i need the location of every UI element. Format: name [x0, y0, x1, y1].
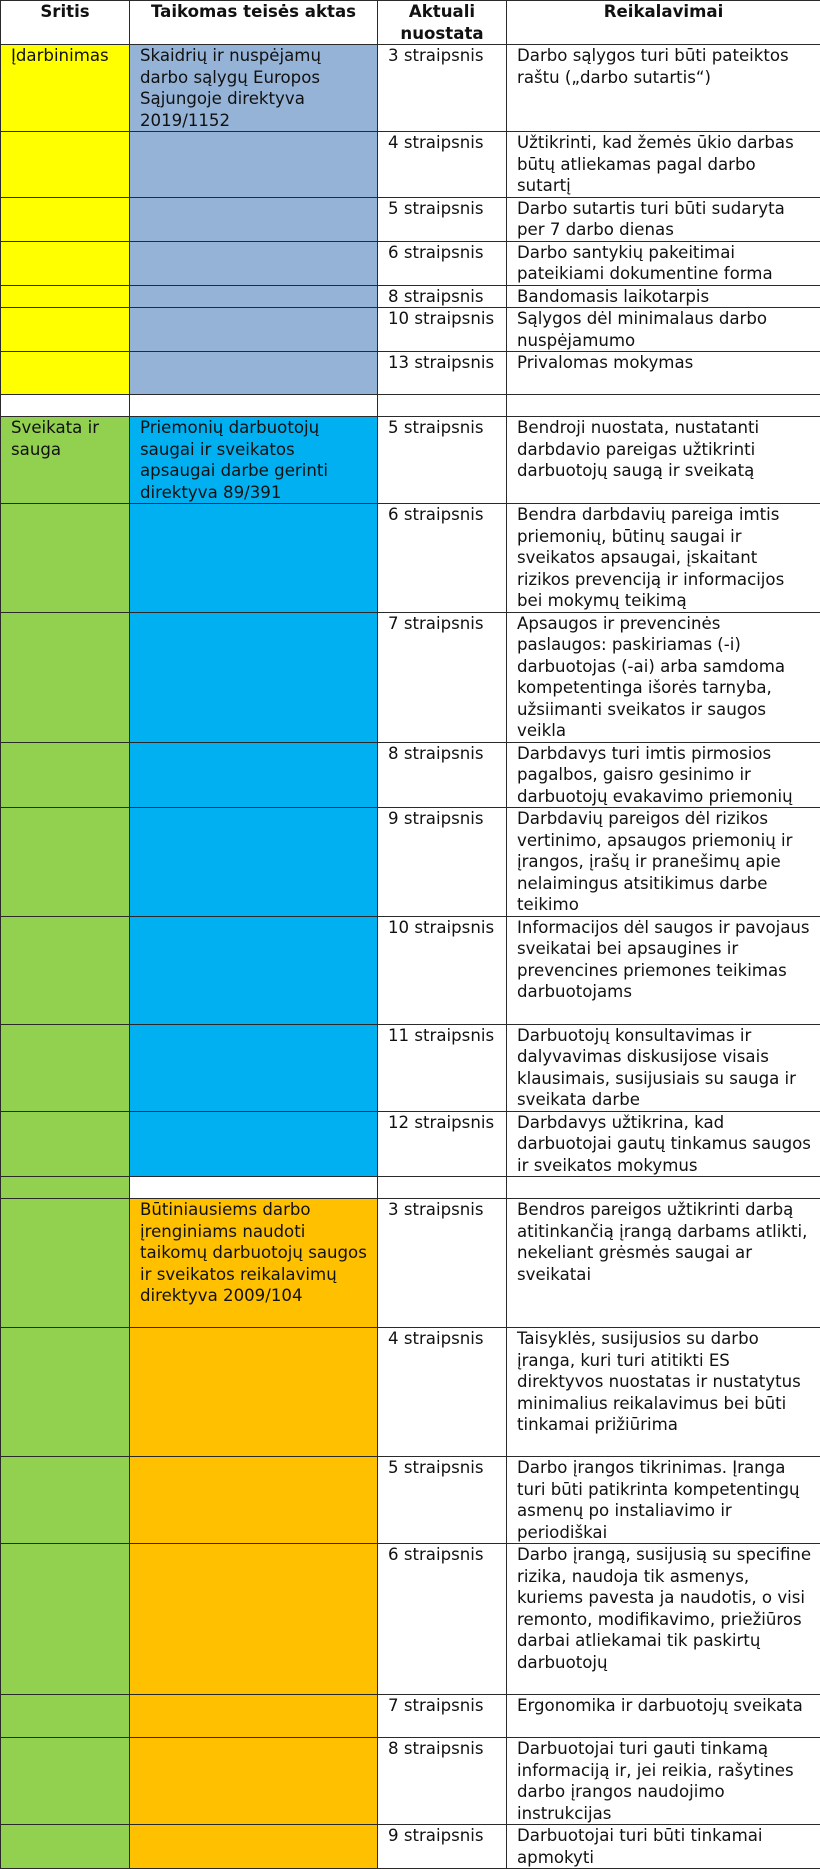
nuostata-cell: 11 straipsnis	[378, 1024, 507, 1111]
sritis-cell	[1, 285, 130, 308]
nuostata-cell: 8 straipsnis	[378, 742, 507, 808]
table-row	[1, 241, 820, 285]
reikalavimas-cell: Užtikrinti, kad žemės ūkio darbas būtų atliekamas pagal darbo sutartį	[507, 132, 820, 198]
nuostata-cell: 4 straipsnis	[378, 132, 507, 198]
aktas-cell	[130, 1738, 378, 1825]
nuostata-cell: 10 straipsnis	[378, 916, 507, 1024]
reikalavimas-cell: Darbo įrangos tikrinimas. Įranga turi būti patikrinta kompetentingų asmenų po instaliavimo ir periodiškai	[507, 1457, 820, 1544]
sritis-cell	[1, 1328, 130, 1457]
table-row	[1, 1457, 820, 1544]
aktas-cell: Priemonių darbuotojų saugai ir sveikatos apsaugai darbe gerinti direktyva 89/391	[130, 417, 378, 504]
nuostata-cell: 13 straipsnis	[378, 352, 507, 395]
table-row	[1, 916, 820, 1024]
aktas-cell	[130, 132, 378, 198]
table-row	[1, 1544, 820, 1695]
reikalavimas-cell: Bendra darbdavių pareiga imtis priemonių, būtinų saugai ir sveikatos apsaugai, įskaitant rizikos prevenciją ir informacijos bei mokymų teikimą	[507, 504, 820, 613]
reikalavimas-cell: Darbuotojų konsultavimas ir dalyvavimas diskusijose visais klausimais, susijusiais su sauga ir sveikata darbe	[507, 1024, 820, 1111]
nuostata-cell: 5 straipsnis	[378, 417, 507, 504]
sritis-cell: Sveikata ir sauga	[1, 417, 130, 504]
aktas-cell	[130, 612, 378, 742]
nuostata-cell: 5 straipsnis	[378, 1457, 507, 1544]
reikalavimas-cell: Darbdavys užtikrina, kad darbuotojai gautų tinkamus saugos ir sveikatos mokymus	[507, 1111, 820, 1177]
spacer-row	[1, 1177, 820, 1199]
reikalavimas-cell: Darbo sąlygos turi būti pateiktos raštu („darbo sutartis“)	[507, 45, 820, 132]
table-row	[1, 504, 820, 613]
sritis-cell	[1, 1738, 130, 1825]
sritis-cell	[1, 352, 130, 395]
sritis-cell: Įdarbinimas	[1, 45, 130, 132]
table-row	[1, 308, 820, 352]
table-row	[1, 417, 820, 504]
aktas-cell	[130, 742, 378, 808]
sritis-cell	[1, 1825, 130, 1869]
reikalavimas-cell: Darbdavių pareigos dėl rizikos vertinimo, apsaugos priemonių ir įrangos, įrašų ir pranešimų apie nelaimingus atsitikimus darbe teikimo	[507, 808, 820, 917]
nuostata-cell: 9 straipsnis	[378, 1825, 507, 1869]
aktas-cell	[130, 285, 378, 308]
header-row	[1, 1, 820, 45]
reikalavimas-cell: Darbo įrangą, susijusią su specifine rizika, naudoja tik asmenys, kuriems pavesta ja naudotis, o visi remonto, modifikavimo, priežiūros darbai atliekamai tik paskirtų darbuotojų	[507, 1544, 820, 1695]
sritis-cell	[1, 808, 130, 917]
header-reikalavimai: Reikalavimai	[507, 1, 820, 45]
sritis-cell	[1, 1457, 130, 1544]
reikalavimas-cell: Darbuotojai turi gauti tinkamą informaciją ir, jei reikia, rašytines darbo įrangos naudojimo instrukcijas	[507, 1738, 820, 1825]
table-row	[1, 612, 820, 742]
aktas-cell	[130, 1024, 378, 1111]
table-row	[1, 1738, 820, 1825]
reikalavimas-cell: Darbdavys turi imtis pirmosios pagalbos, gaisro gesinimo ir darbuotojų evakavimo priemonių	[507, 742, 820, 808]
reikalavimas-cell: Bendroji nuostata, nustatanti darbdavio pareigas užtikrinti darbuotojų saugą ir sveikatą	[507, 417, 820, 504]
nuostata-cell: 3 straipsnis	[378, 1199, 507, 1328]
reikalavimas-cell: Taisyklės, susijusios su darbo įranga, kuri turi atitikti ES direktyvos nuostatas ir nustatytus minimalius reikalavimus bei būti tinkamai prižiūrima	[507, 1328, 820, 1457]
nuostata-cell: 12 straipsnis	[378, 1111, 507, 1177]
reikalavimas-cell: Sąlygos dėl minimalaus darbo nuspėjamumo	[507, 308, 820, 352]
reikalavimas-cell: Darbo santykių pakeitimai pateikiami dokumentine forma	[507, 241, 820, 285]
sritis-cell	[1, 1024, 130, 1111]
reikalavimas-cell: Privalomas mokymas	[507, 352, 820, 395]
nuostata-cell: 7 straipsnis	[378, 612, 507, 742]
table-row	[1, 808, 820, 917]
table-row	[1, 352, 820, 395]
nuostata-cell: 4 straipsnis	[378, 1328, 507, 1457]
aktas-cell	[130, 308, 378, 352]
table-row	[1, 285, 820, 308]
header-aktas: Taikomas teisės aktas	[130, 1, 378, 45]
aktas-cell	[130, 1544, 378, 1695]
table-row	[1, 742, 820, 808]
table-row	[1, 1024, 820, 1111]
reikalavimas-cell: Darbo sutartis turi būti sudaryta per 7 darbo dienas	[507, 197, 820, 241]
table-row	[1, 1328, 820, 1457]
reikalavimas-cell: Apsaugos ir prevencinės paslaugos: paskiriamas (-i) darbuotojas (-ai) arba samdoma kompetentinga išorės tarnyba, užsiimanti sveikatos ir saugos veikla	[507, 612, 820, 742]
spacer-row	[1, 395, 820, 417]
nuostata-cell: 6 straipsnis	[378, 241, 507, 285]
sritis-cell	[1, 308, 130, 352]
table-row	[1, 1695, 820, 1738]
header-sritis: Sritis	[1, 1, 130, 45]
aktas-cell	[130, 1457, 378, 1544]
nuostata-cell: 6 straipsnis	[378, 504, 507, 613]
reikalavimas-cell: Informacijos dėl saugos ir pavojaus sveikatai bei apsaugines ir prevencines priemones teikimas darbuotojams	[507, 916, 820, 1024]
aktas-cell	[130, 197, 378, 241]
sritis-cell	[1, 1199, 130, 1328]
aktas-cell	[130, 1825, 378, 1869]
table-row	[1, 45, 820, 132]
sritis-cell	[1, 916, 130, 1024]
reikalavimas-cell: Darbuotojai turi būti tinkamai apmokyti	[507, 1825, 820, 1869]
sritis-cell	[1, 132, 130, 198]
sritis-cell	[1, 241, 130, 285]
aktas-cell	[130, 352, 378, 395]
sritis-cell	[1, 504, 130, 613]
table-row	[1, 132, 820, 198]
table-row	[1, 1825, 820, 1869]
aktas-cell: Skaidrių ir nuspėjamų darbo sąlygų Europos Sąjungoje direktyva 2019/1152	[130, 45, 378, 132]
aktas-cell	[130, 1695, 378, 1738]
aktas-cell	[130, 916, 378, 1024]
aktas-cell	[130, 808, 378, 917]
nuostata-cell: 8 straipsnis	[378, 285, 507, 308]
header-nuostata: Aktuali nuostata	[378, 1, 507, 45]
sritis-cell	[1, 1544, 130, 1695]
nuostata-cell: 6 straipsnis	[378, 1544, 507, 1695]
sritis-cell	[1, 612, 130, 742]
aktas-cell	[130, 504, 378, 613]
sritis-cell	[1, 1695, 130, 1738]
table-row	[1, 1199, 820, 1328]
nuostata-cell: 7 straipsnis	[378, 1695, 507, 1738]
nuostata-cell: 3 straipsnis	[378, 45, 507, 132]
aktas-cell	[130, 1111, 378, 1177]
aktas-cell	[130, 241, 378, 285]
reikalavimas-cell: Ergonomika ir darbuotojų sveikata	[507, 1695, 820, 1738]
reikalavimas-cell: Bandomasis laikotarpis	[507, 285, 820, 308]
nuostata-cell: 8 straipsnis	[378, 1738, 507, 1825]
nuostata-cell: 10 straipsnis	[378, 308, 507, 352]
reikalavimas-cell: Bendros pareigos užtikrinti darbą atitinkančią įrangą darbams atlikti, nekeliant grėsmės saugai ar sveikatai	[507, 1199, 820, 1328]
sritis-cell	[1, 742, 130, 808]
nuostata-cell: 9 straipsnis	[378, 808, 507, 917]
sritis-cell	[1, 197, 130, 241]
aktas-cell	[130, 1328, 378, 1457]
sritis-cell	[1, 1111, 130, 1177]
nuostata-cell: 5 straipsnis	[378, 197, 507, 241]
table-row	[1, 197, 820, 241]
table-row	[1, 1111, 820, 1177]
aktas-cell: Būtiniausiems darbo įrenginiams naudoti taikomų darbuotojų saugos ir sveikatos reikalavimų direktyva 2009/104	[130, 1199, 378, 1328]
